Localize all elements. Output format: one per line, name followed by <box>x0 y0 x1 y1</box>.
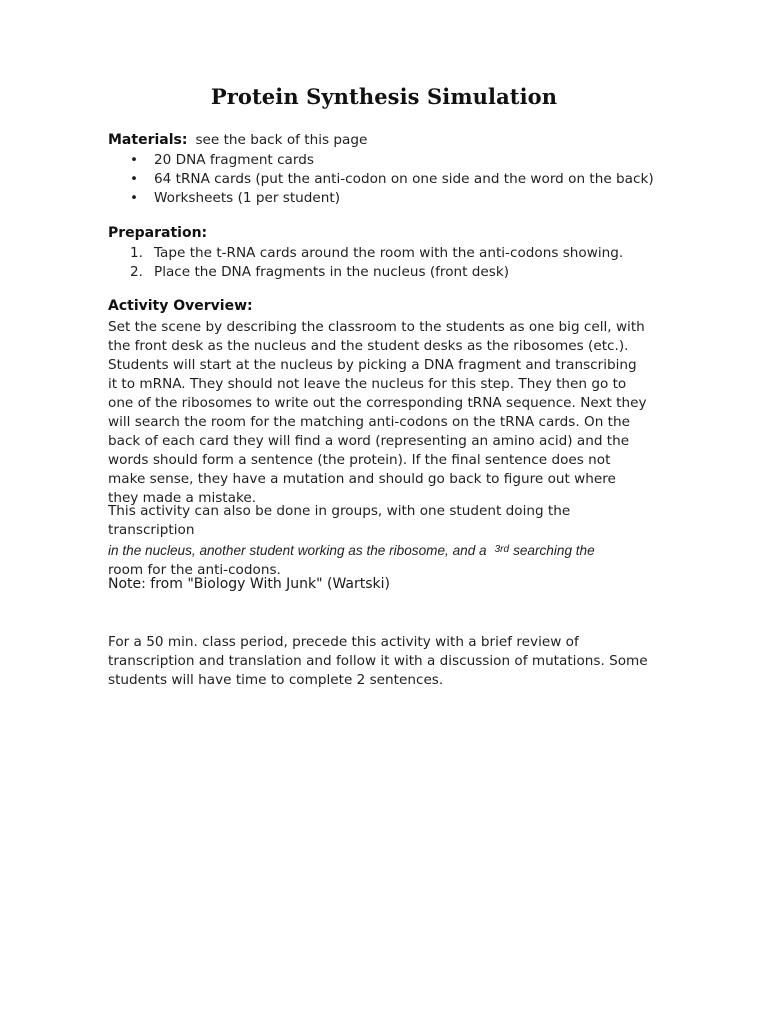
groups-italic-text: in the nucleus, another student working as the ribosome, and a <box>108 543 487 558</box>
overview-paragraph <box>108 318 648 508</box>
list-item <box>130 189 654 208</box>
materials-list <box>130 151 654 208</box>
overview-text: Set the scene by describing the classroom to the students as one big cell, with the front desk as the nucleus and the student desks as the ribosomes (etc.). Students will start at the nucleus by picking a DNA fragment and transcribing it to mRNA. They should not leave the nucleus for this step. They then go to one of the ribosomes to write out the corresponding tRNA sequence. Next they will search the room for the matching anti-codons on the tRNA cards. On the back of each card they will find a word (representing an amino acid) and the words should form a sentence (the protein). If the final sentence does not make sense, they have a mutation and should go back to figure out where they made a mistake. <box>108 319 647 506</box>
list-item <box>130 151 654 170</box>
groups-line-2 <box>108 540 648 561</box>
groups-italic-text-2: searching the <box>513 543 595 558</box>
groups-line-3: room for the anti-codons. <box>108 562 281 578</box>
page-title: Protein Synthesis Simulation <box>210 84 558 109</box>
bullet-icon: • <box>130 171 139 187</box>
bullet-icon: • <box>130 152 139 168</box>
step-number: 2. <box>130 264 143 280</box>
list-item-text: 64 tRNA cards (put the anti-codon on one side and the word on the back) <box>154 171 654 187</box>
class-period-text: For a 50 min. class period, precede this activity with a brief review of transcription and translation and follow it with a discussion of mutations. Some students will have time to complete 2 sentences. <box>108 634 648 688</box>
materials-line <box>108 131 367 150</box>
materials-note: see the back of this page <box>195 132 368 148</box>
step-number: 1. <box>130 245 143 261</box>
bullet-icon: • <box>130 190 139 206</box>
source-note: Note: from "Biology With Junk" (Wartski) <box>108 576 391 592</box>
list-item-text: 20 DNA fragment cards <box>154 152 314 168</box>
groups-line-1: This activity can also be done in groups, with one student doing the transcription <box>108 503 571 538</box>
groups-ordinal: 3rd <box>494 544 510 555</box>
step-text: Tape the t-RNA cards around the room with the anti-codons showing. <box>154 245 624 261</box>
class-period-paragraph <box>108 633 648 690</box>
materials-heading: Materials: <box>108 132 188 148</box>
list-item <box>130 263 623 282</box>
preparation-steps <box>130 244 623 282</box>
list-item <box>130 170 654 189</box>
list-item-text: Worksheets (1 per student) <box>154 190 341 206</box>
overview-heading: Activity Overview: <box>108 298 253 314</box>
preparation-heading: Preparation: <box>108 225 208 241</box>
groups-paragraph <box>108 502 648 580</box>
step-text: Place the DNA fragments in the nucleus (front desk) <box>154 264 510 280</box>
list-item <box>130 244 623 263</box>
